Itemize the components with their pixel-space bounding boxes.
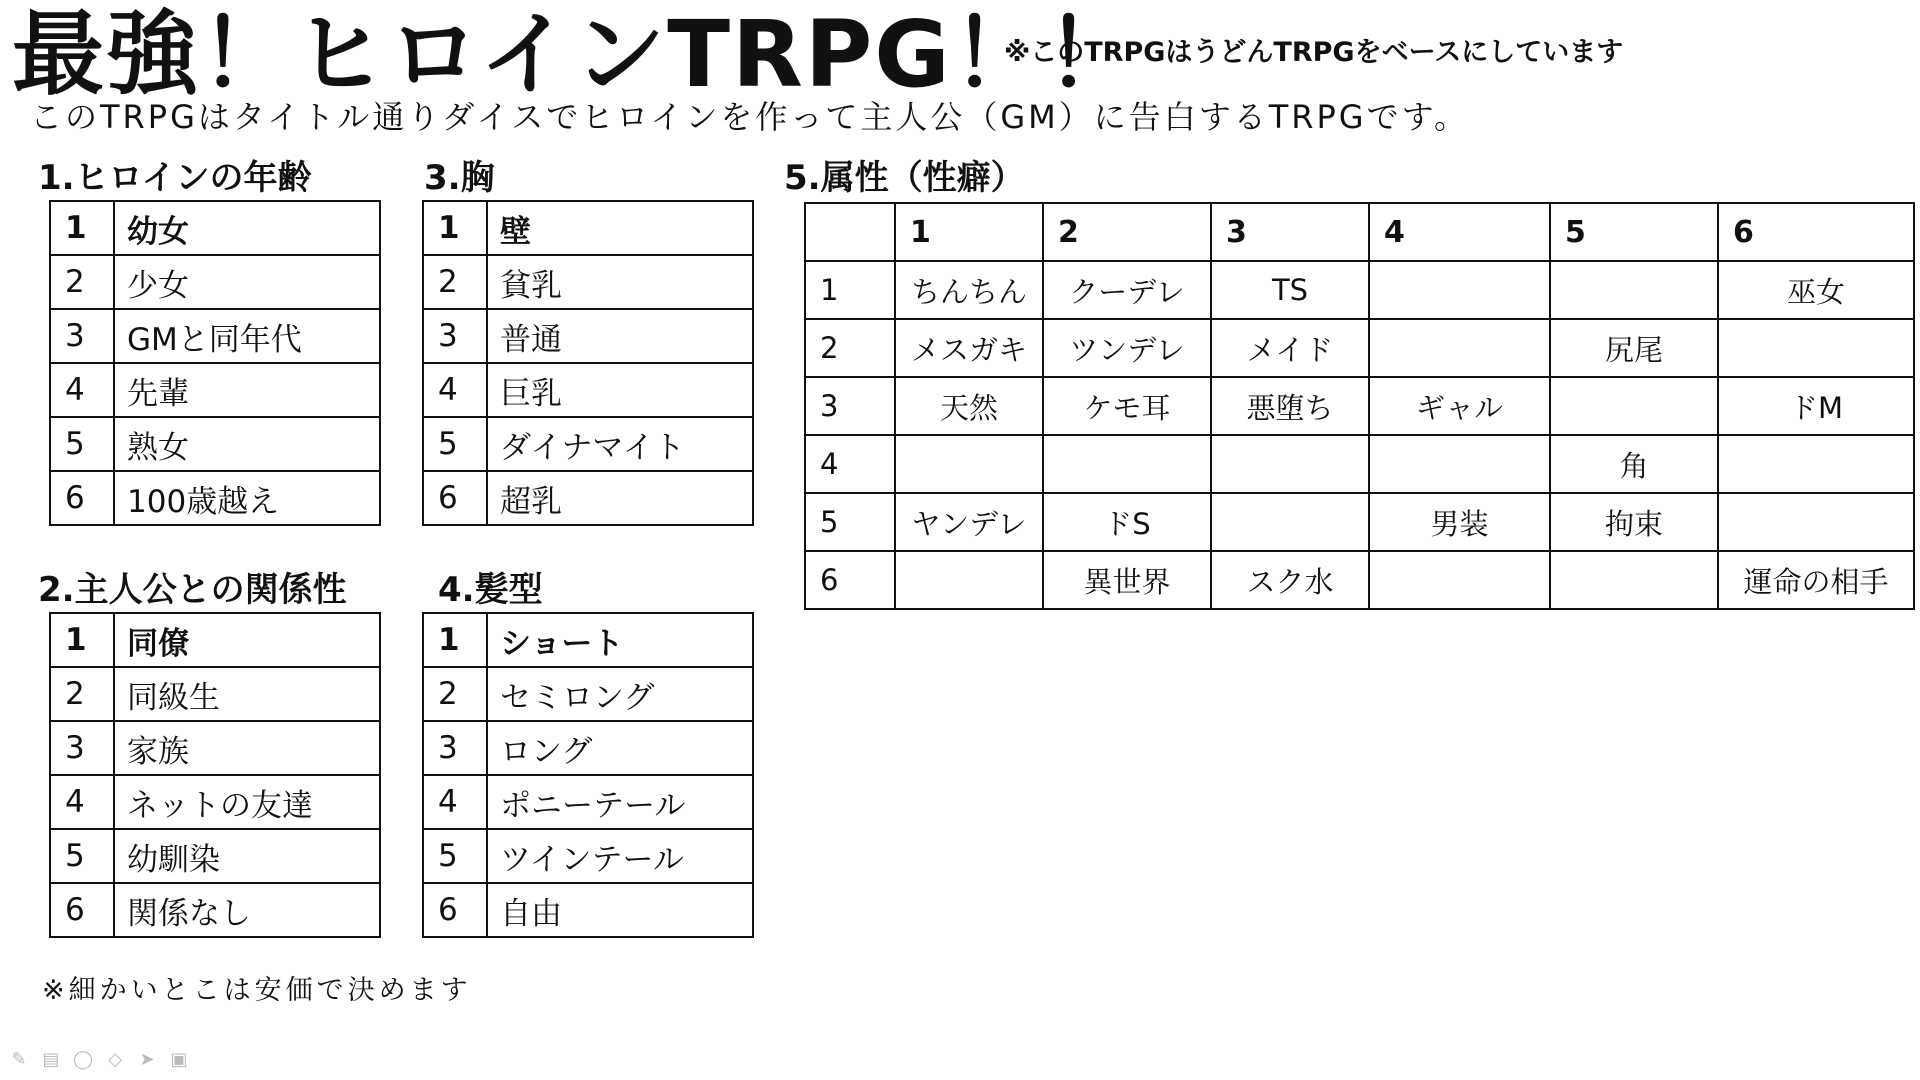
- table-row: [423, 255, 753, 309]
- grid-corner: [805, 203, 895, 261]
- roll-result: 普通: [487, 309, 753, 363]
- roll-number: 1: [423, 201, 487, 255]
- table-row: [423, 829, 753, 883]
- attributes-table: [804, 202, 1915, 610]
- table-row: [805, 319, 1914, 377]
- roll-number: 2: [423, 255, 487, 309]
- chest-table: [422, 200, 754, 526]
- table-row: [805, 493, 1914, 551]
- attribute-cell: スク水: [1211, 551, 1369, 609]
- roll-number: 3: [423, 721, 487, 775]
- attribute-cell: [1369, 261, 1550, 319]
- roll-number: 1: [50, 201, 114, 255]
- roll-result: GMと同年代: [114, 309, 380, 363]
- roll-result: 先輩: [114, 363, 380, 417]
- attribute-cell: 角: [1550, 435, 1718, 493]
- attribute-cell: [895, 551, 1043, 609]
- table-row: [423, 613, 753, 667]
- page-title: 最強！ヒロインTRPG！！: [12, 1, 1140, 108]
- attribute-cell: クーデレ: [1043, 261, 1211, 319]
- eraser-icon[interactable]: ◯: [72, 1048, 94, 1070]
- highlighter-icon[interactable]: ▤: [42, 1048, 60, 1070]
- pointer-icon[interactable]: ➤: [139, 1048, 155, 1070]
- roll-number: 4: [423, 775, 487, 829]
- roll-result: 少女: [114, 255, 380, 309]
- roll-result: 壁: [487, 201, 753, 255]
- attribute-cell: ドS: [1043, 493, 1211, 551]
- table-row: [805, 377, 1914, 435]
- attribute-cell: ちんちん: [895, 261, 1043, 319]
- attribute-cell: ツンデレ: [1043, 319, 1211, 377]
- attribute-cell: [1550, 261, 1718, 319]
- roll-number: 5: [50, 829, 114, 883]
- attribute-cell: メイド: [1211, 319, 1369, 377]
- row-header: 4: [805, 435, 895, 493]
- attribute-cell: メスガキ: [895, 319, 1043, 377]
- row-header: 1: [805, 261, 895, 319]
- table-row: [50, 775, 380, 829]
- roll-result: ネットの友達: [114, 775, 380, 829]
- table-row: [423, 309, 753, 363]
- attribute-cell: [895, 435, 1043, 493]
- section-title-chest: 3.胸: [424, 158, 495, 198]
- roll-number: 4: [50, 363, 114, 417]
- annotation-toolbar: [8, 1048, 190, 1070]
- attribute-cell: ケモ耳: [1043, 377, 1211, 435]
- roll-number: 5: [423, 829, 487, 883]
- attribute-cell: [1550, 377, 1718, 435]
- hair-table: [422, 612, 754, 938]
- attribute-cell: [1211, 435, 1369, 493]
- attribute-cell: 拘束: [1550, 493, 1718, 551]
- roll-number: 5: [50, 417, 114, 471]
- roll-number: 4: [423, 363, 487, 417]
- roll-number: 2: [50, 255, 114, 309]
- age-table: [49, 200, 381, 526]
- table-row: [50, 417, 380, 471]
- table-row: [50, 363, 380, 417]
- section-title-attributes: 5.属性（性癖）: [784, 158, 1025, 198]
- table-row: [50, 613, 380, 667]
- attribute-cell: [1369, 319, 1550, 377]
- roll-number: 4: [50, 775, 114, 829]
- attribute-cell: [1550, 551, 1718, 609]
- attribute-cell: ドM: [1718, 377, 1914, 435]
- relation-table: [49, 612, 381, 938]
- roll-result: ツインテール: [487, 829, 753, 883]
- column-header: 5: [1550, 203, 1718, 261]
- table-row: [423, 201, 753, 255]
- attribute-cell: [1718, 435, 1914, 493]
- attribute-cell: ヤンデレ: [895, 493, 1043, 551]
- section-title-hair: 4.髪型: [438, 570, 543, 610]
- roll-number: 3: [50, 721, 114, 775]
- attribute-cell: [1369, 551, 1550, 609]
- roll-result: ロング: [487, 721, 753, 775]
- attribute-cell: 異世界: [1043, 551, 1211, 609]
- row-header: 3: [805, 377, 895, 435]
- row-header: 2: [805, 319, 895, 377]
- table-row: [50, 667, 380, 721]
- roll-result: 100歳越え: [114, 471, 380, 525]
- roll-result: 幼女: [114, 201, 380, 255]
- roll-result: 幼馴染: [114, 829, 380, 883]
- table-row: [805, 435, 1914, 493]
- table-row: [50, 829, 380, 883]
- column-header: 3: [1211, 203, 1369, 261]
- base-note: ※このTRPGはうどんTRPGをベースにしています: [1004, 37, 1624, 68]
- attribute-cell: 巫女: [1718, 261, 1914, 319]
- roll-result: 巨乳: [487, 363, 753, 417]
- page-subtitle: このTRPGはタイトル通りダイスでヒロインを作って主人公（GM）に告白するTRPGです。: [30, 98, 1470, 136]
- table-row: [423, 471, 753, 525]
- roll-number: 1: [423, 613, 487, 667]
- row-header: 6: [805, 551, 895, 609]
- roll-number: 6: [423, 471, 487, 525]
- pen-icon[interactable]: ✎: [11, 1048, 27, 1070]
- roll-result: 熟女: [114, 417, 380, 471]
- roll-result: 同級生: [114, 667, 380, 721]
- roll-result: 超乳: [487, 471, 753, 525]
- attribute-cell: [1043, 435, 1211, 493]
- table-row: [50, 721, 380, 775]
- roll-result: 家族: [114, 721, 380, 775]
- table-row: [423, 775, 753, 829]
- roll-number: 3: [423, 309, 487, 363]
- row-header: 5: [805, 493, 895, 551]
- column-header: 6: [1718, 203, 1914, 261]
- roll-number: 2: [423, 667, 487, 721]
- attribute-cell: TS: [1211, 261, 1369, 319]
- table-row: [423, 883, 753, 937]
- attribute-cell: 運命の相手: [1718, 551, 1914, 609]
- roll-result: 同僚: [114, 613, 380, 667]
- roll-number: 6: [50, 471, 114, 525]
- attribute-cell: [1718, 319, 1914, 377]
- table-row: [50, 471, 380, 525]
- camera-icon[interactable]: ▣: [170, 1048, 188, 1070]
- roll-result: 自由: [487, 883, 753, 937]
- roll-result: ダイナマイト: [487, 417, 753, 471]
- table-row: [50, 883, 380, 937]
- attribute-cell: 悪堕ち: [1211, 377, 1369, 435]
- table-row: [423, 721, 753, 775]
- table-row: [423, 417, 753, 471]
- table-row: [423, 363, 753, 417]
- roll-result: セミロング: [487, 667, 753, 721]
- column-header: 2: [1043, 203, 1211, 261]
- table-row: [50, 201, 380, 255]
- eraser-alt-icon[interactable]: ◇: [108, 1048, 122, 1070]
- table-row: [50, 255, 380, 309]
- attribute-cell: [1211, 493, 1369, 551]
- roll-number: 1: [50, 613, 114, 667]
- footnote: ※細かいとこは安価で決めます: [42, 975, 472, 1006]
- table-row: [805, 551, 1914, 609]
- roll-result: ショート: [487, 613, 753, 667]
- attribute-cell: 尻尾: [1550, 319, 1718, 377]
- roll-number: 6: [50, 883, 114, 937]
- roll-number: 3: [50, 309, 114, 363]
- attribute-cell: [1369, 435, 1550, 493]
- roll-number: 6: [423, 883, 487, 937]
- table-row: [50, 309, 380, 363]
- roll-result: ポニーテール: [487, 775, 753, 829]
- column-header: 1: [895, 203, 1043, 261]
- roll-result: 関係なし: [114, 883, 380, 937]
- column-header: 4: [1369, 203, 1550, 261]
- section-title-relation: 2.主人公との関係性: [38, 570, 347, 610]
- attribute-cell: ギャル: [1369, 377, 1550, 435]
- attribute-cell: 天然: [895, 377, 1043, 435]
- roll-result: 貧乳: [487, 255, 753, 309]
- roll-number: 5: [423, 417, 487, 471]
- table-row: [423, 667, 753, 721]
- attribute-cell: 男装: [1369, 493, 1550, 551]
- table-row: [805, 261, 1914, 319]
- roll-number: 2: [50, 667, 114, 721]
- attribute-cell: [1718, 493, 1914, 551]
- section-title-age: 1.ヒロインの年齢: [38, 158, 312, 198]
